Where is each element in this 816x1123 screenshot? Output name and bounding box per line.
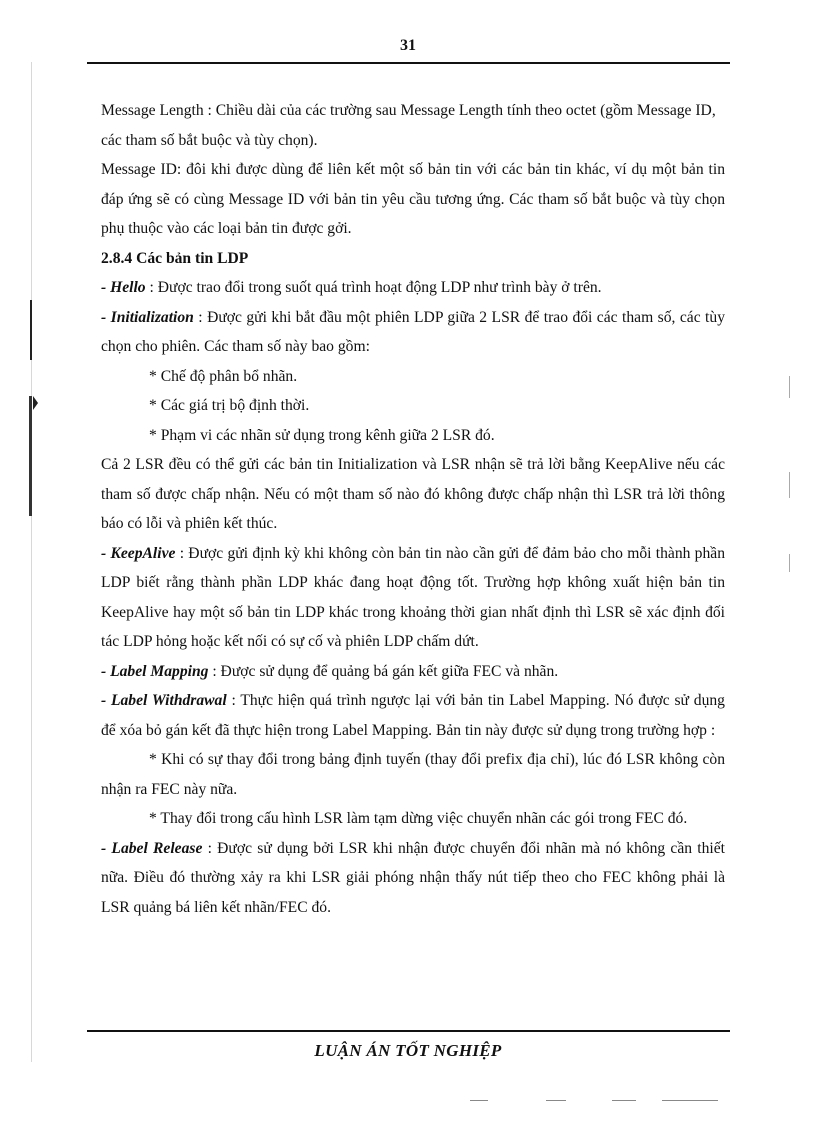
text-keepalive: : Được gửi định kỳ khi không còn bản tin nào cần gửi để đảm bảo cho mỗi thành phần LDP biết rằng thành phần LDP khác đang hoạt động tốt. Trường hợp không xuất hiện bản tin KeepAlive hay một số bản tin LDP khác trong khoảng thời gian nhất định thì LSR sẽ xác định đối tác LDP hỏng hoặc kết nối có sự cố và phiên LDP chấm dứt. [101,544,725,650]
list-item: * Khi có sự thay đổi trong bảng định tuyến (thay đổi prefix địa chỉ), lúc đó LSR không còn nhận ra FEC này nữa. [101,751,725,798]
paragraph-keepalive [101,539,725,657]
term-label-mapping: - Label Mapping [101,662,209,680]
term-keepalive: - KeepAlive [101,544,176,562]
section-heading: 2.8.4 Các bản tin LDP [101,249,249,267]
scan-dash-mark [612,1100,636,1101]
paragraph-label-withdrawal [101,686,725,745]
list-item: * Chế độ phân bổ nhãn. [149,367,298,385]
document-body [101,96,725,922]
scan-right-mark [789,554,790,572]
text-hello: : Được trao đổi trong suốt quá trình hoạt động LDP như trình bày ở trên. [145,279,602,296]
footer-rule [87,1030,730,1032]
header-rule [87,62,730,64]
scan-right-mark [789,472,790,498]
scan-right-mark [789,376,790,398]
scan-arrow-mark [33,396,38,410]
term-label-release: - Label Release [101,839,203,857]
scan-dash-mark [662,1100,718,1101]
paragraph-message-id: Message ID: đôi khi được dùng để liên kết một số bản tin với các bản tin khác, ví dụ một bản tin đáp ứng sẽ có cùng Message ID với bản tin yêu cầu tương ứng. Các tham số bắt buộc và tùy chọn phụ thuộc vào các loại bản tin được gởi. [101,161,725,237]
term-hello: - Hello [101,279,146,296]
text-initialization: : Được gửi khi bắt đầu một phiên LDP giữa 2 LSR để trao đổi các tham số, các tùy chọn cho phiên. Các tham số này bao gồm: [101,308,725,355]
text-label-release: : Được sử dụng bởi LSR khi nhận được chuyển đổi nhãn mà nó không cần thiết nữa. Điều đó thường xảy ra khi LSR giải phóng nhận thấy nút tiếp theo cho FEC không phải là LSR quảng bá liên kết nhãn/FEC đó. [101,839,726,916]
list-item: * Các giá trị bộ định thời. [149,397,310,414]
paragraph-label-mapping [101,657,725,687]
text-label-mapping: : Được sử dụng để quảng bá gán kết giữa FEC và nhãn. [208,662,559,680]
scan-dash-mark [546,1100,566,1101]
scan-dash-mark [470,1100,488,1101]
paragraph-label-release [101,834,725,923]
scan-margin-mark-heavy [29,396,32,516]
paragraph-initialization [101,303,725,362]
footer-title: LUẬN ÁN TỐT NGHIỆP [314,1041,502,1060]
paragraph-init-reply: Cả 2 LSR đều có thể gửi các bản tin Initialization và LSR nhận sẽ trả lời bằng KeepAlive nếu các tham số được chấp nhận. Nếu có một tham số nào đó không được chấp nhận thì LSR trả lời thông báo có lỗi và phiên kết thúc. [101,456,725,532]
list-item: * Phạm vi các nhãn sử dụng trong kênh giữa 2 LSR đó. [149,426,495,444]
term-label-withdrawal: - Label Withdrawal [101,692,227,709]
page-number: 31 [400,37,416,54]
paragraph-message-length: Message Length : Chiều dài của các trường sau Message Length tính theo octet (gồm Message ID, các tham số bắt buộc và tùy chọn). [101,102,716,149]
scan-margin-line [31,62,32,1062]
scan-margin-mark [30,300,32,360]
text-label-withdrawal: : Thực hiện quá trình ngược lại với bản tin Label Mapping. Nó được sử dụng để xóa bỏ gán kết đã thực hiện trong Label Mapping. Bản tin này được sử dụng trong trường hợp : [101,692,725,739]
list-item: * Thay đổi trong cấu hình LSR làm tạm dừng việc chuyển nhãn các gói trong FEC đó. [149,810,688,827]
term-initialization: - Initialization [101,308,194,326]
paragraph-hello [101,273,725,303]
